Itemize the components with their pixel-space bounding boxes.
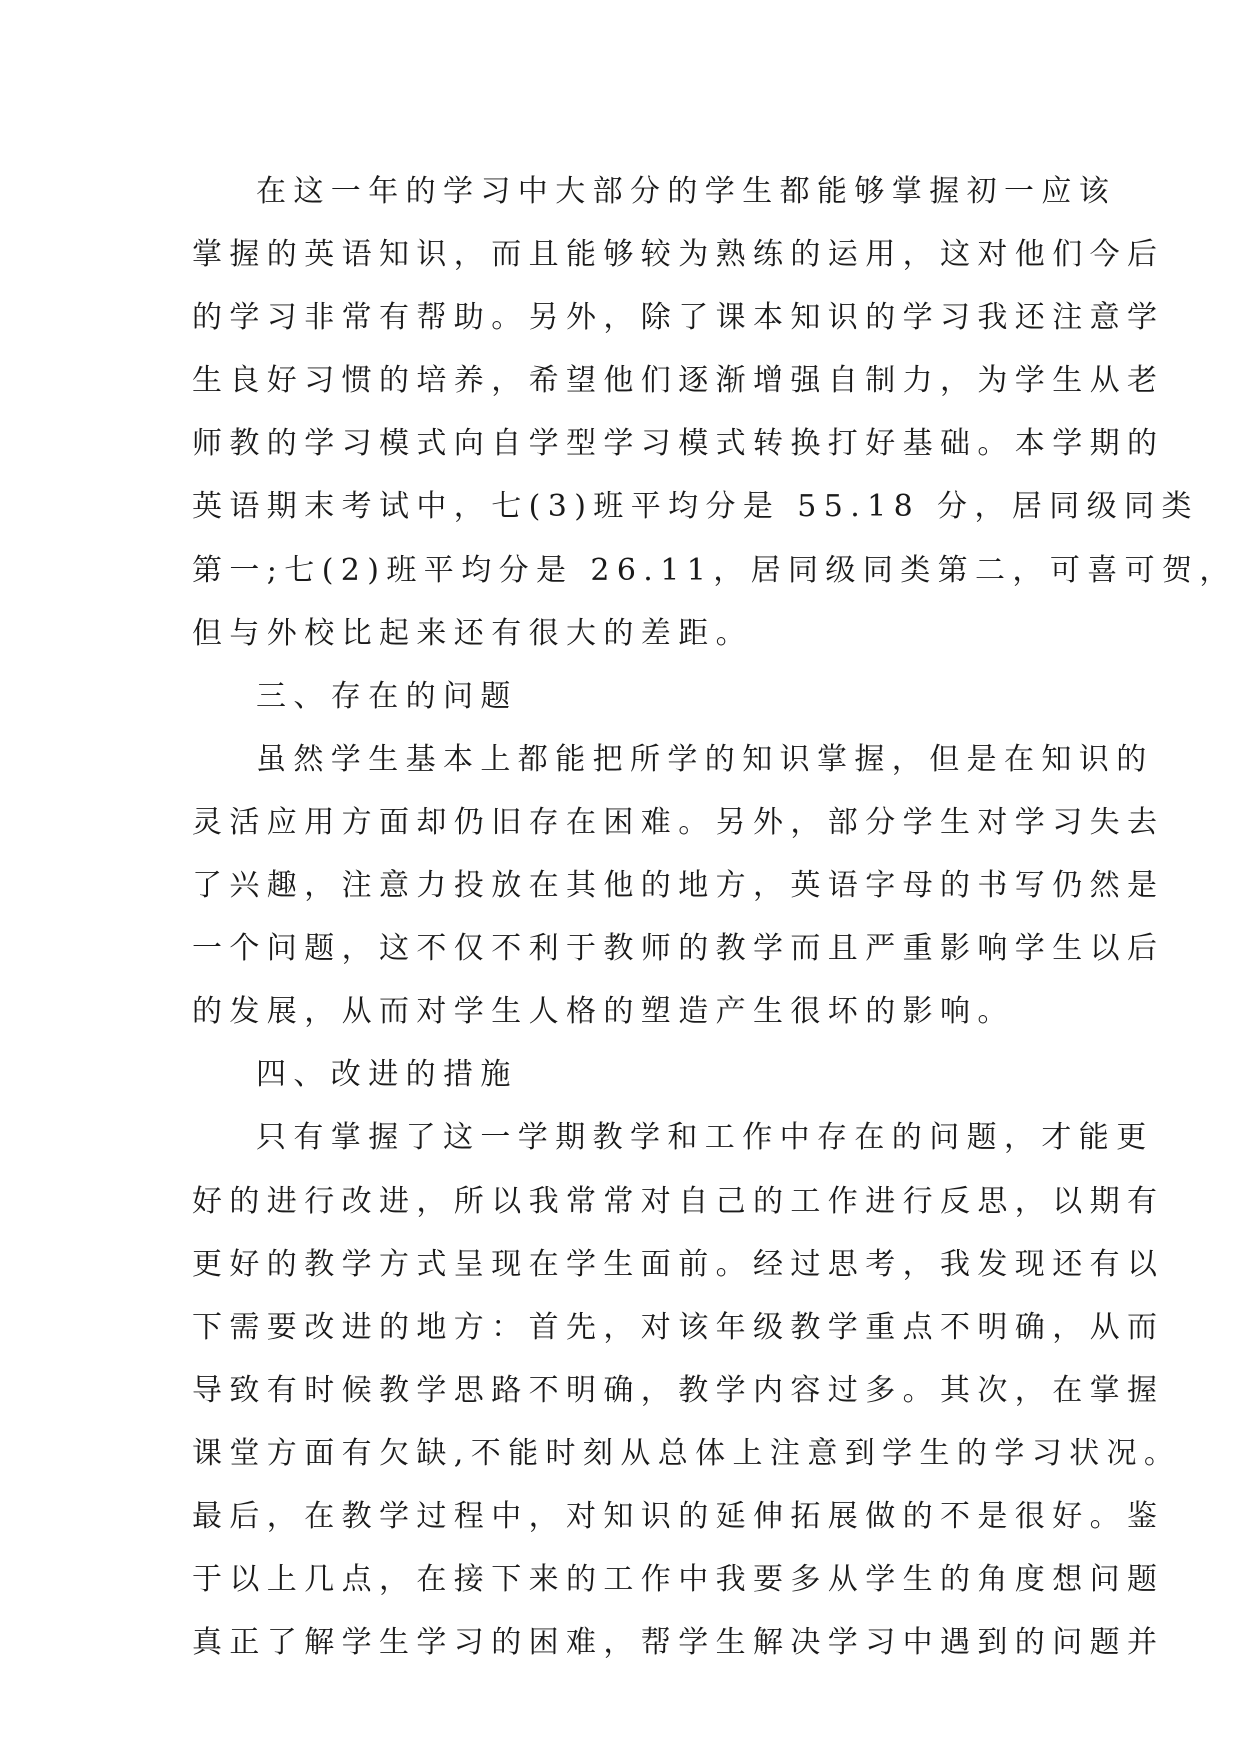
section-heading-problems: 三、存在的问题: [256, 678, 518, 714]
section-heading-improvements: 四、改进的措施: [256, 1057, 518, 1093]
text-line: 但与外校比起来还有很大的差距。: [192, 615, 753, 651]
paragraph-improvements: [192, 1106, 1182, 1674]
text-line: 好的进行改进，所以我常常对自己的工作进行反思，以期有: [192, 1183, 1165, 1219]
text-line: 更好的教学方式呈现在学生面前。经过思考，我发现还有以: [192, 1246, 1165, 1282]
text-line: 英语期末考试中，七(3)班平均分是 55.18 分，居同级同类: [192, 489, 1199, 525]
text-line: 生良好习惯的培养，希望他们逐渐增强自制力，为学生从老: [192, 363, 1165, 399]
text-line: 只有掌握了这一学期教学和工作中存在的问题，才能更: [256, 1120, 1154, 1156]
text-line: 真正了解学生学习的困难，帮学生解决学习中遇到的问题并: [192, 1625, 1165, 1661]
text-line: 虽然学生基本上都能把所学的知识掌握，但是在知识的: [256, 741, 1154, 777]
text-line: 师教的学习模式向自学型学习模式转换打好基础。本学期的: [192, 426, 1165, 462]
text-line: 的学习非常有帮助。另外，除了课本知识的学习我还注意学: [192, 300, 1165, 336]
text-line: 掌握的英语知识，而且能够较为熟练的运用，这对他们今后: [192, 237, 1165, 273]
text-line: 在这一年的学习中大部分的学生都能够掌握初一应该: [256, 174, 1117, 209]
text-line: 于以上几点，在接下来的工作中我要多从学生的角度想问题: [192, 1562, 1165, 1598]
paragraph-problems: [192, 728, 1165, 1043]
paragraph-achievements: [192, 160, 1237, 665]
text-line: 一个问题，这不仅不利于教师的教学而且严重影响学生以后: [192, 931, 1165, 967]
text-line: 的发展，从而对学生人格的塑造产生很坏的影响。: [192, 994, 1015, 1030]
text-line: 第一;七(2)班平均分是 26.11，居同级同类第二，可喜可贺，: [192, 552, 1237, 588]
text-line: 灵活应用方面却仍旧存在困难。另外，部分学生对学习失去: [192, 804, 1165, 840]
text-line: 最后，在教学过程中，对知识的延伸拓展做的不是很好。鉴: [192, 1498, 1165, 1534]
text-line: 导致有时候教学思路不明确，教学内容过多。其次，在掌握: [192, 1372, 1165, 1408]
document-body: [192, 160, 1237, 1674]
text-line: 课堂方面有欠缺,不能时刻从总体上注意到学生的学习状况。: [192, 1435, 1182, 1471]
text-line: 下需要改进的地方：首先，对该年级教学重点不明确，从而: [192, 1309, 1165, 1345]
text-line: 了兴趣，注意力投放在其他的地方，英语字母的书写仍然是: [192, 868, 1165, 904]
